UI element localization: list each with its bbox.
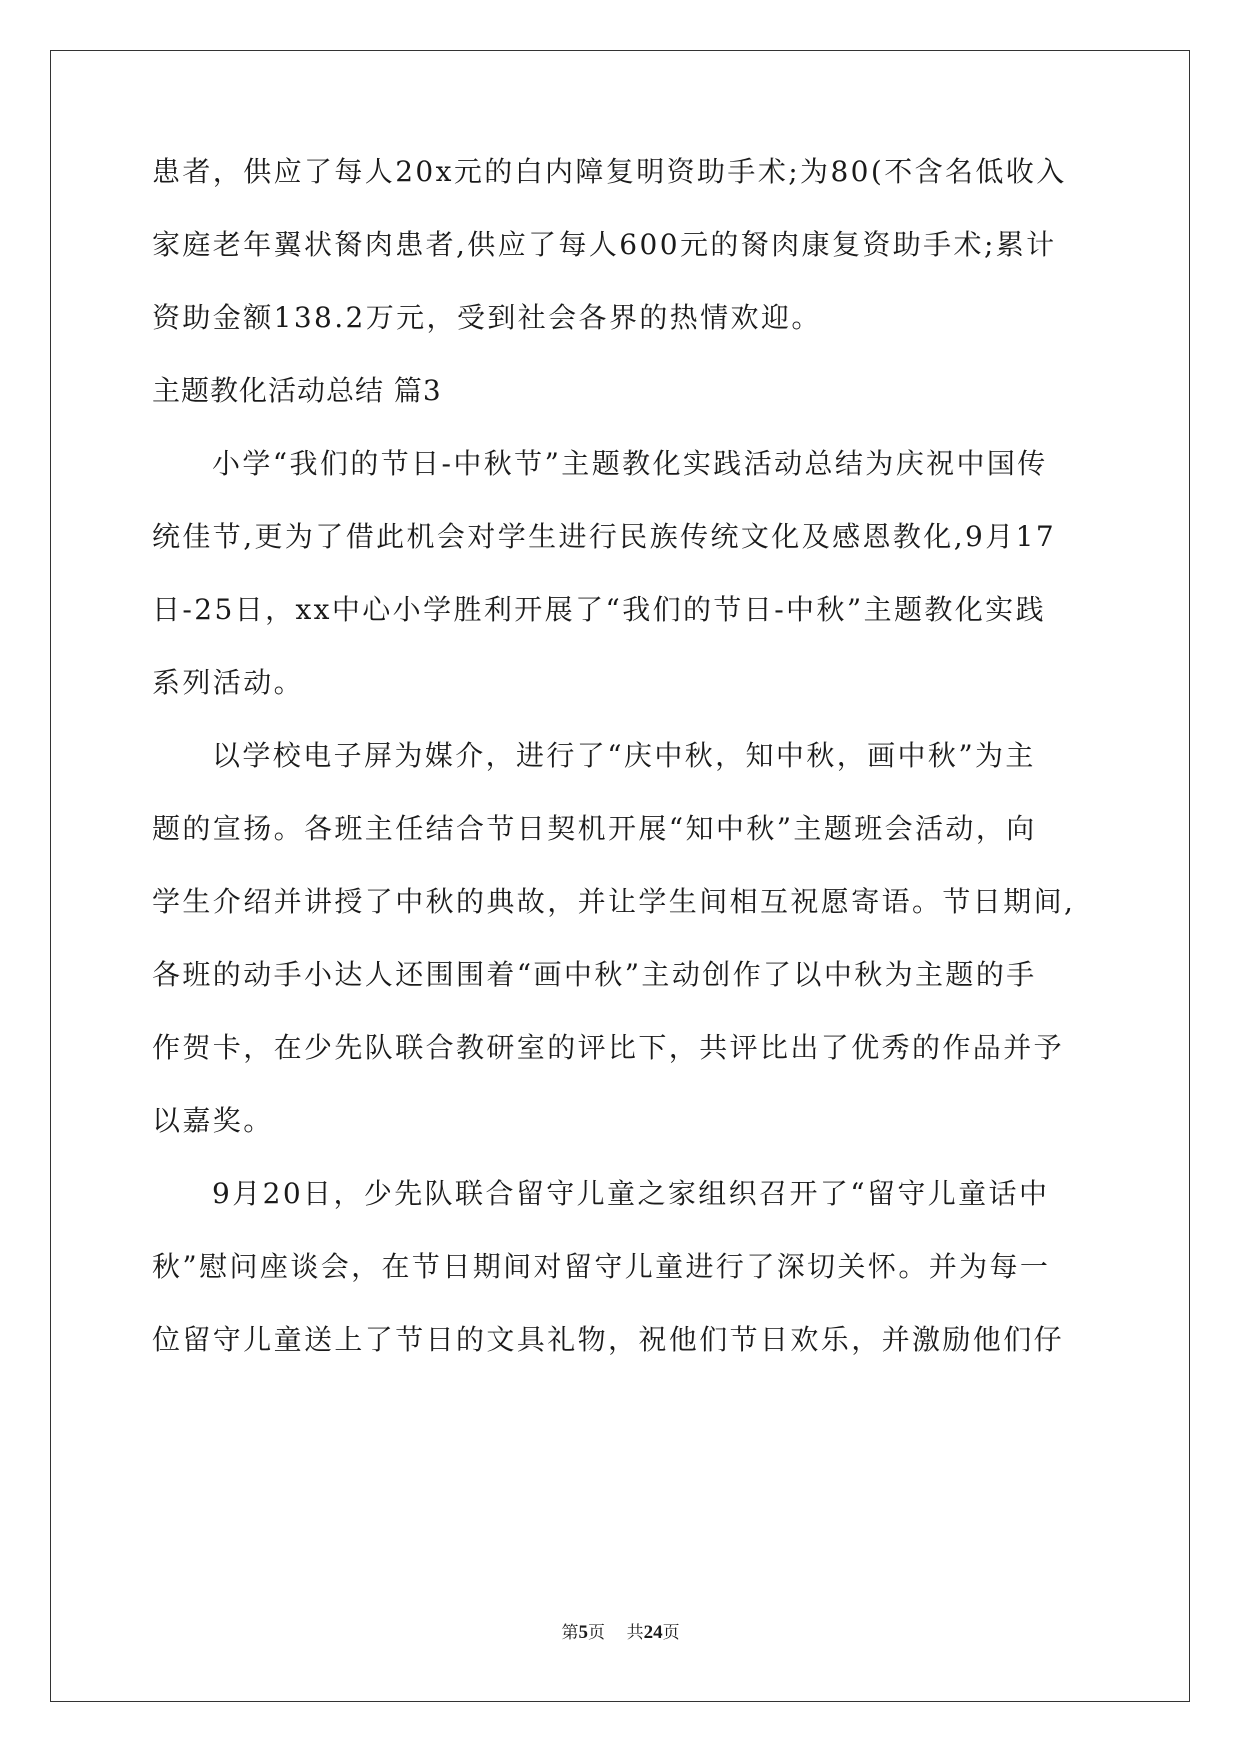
total-pages: 24 bbox=[643, 1622, 663, 1643]
text-line: 9月20日，少先队联合留守儿童之家组织召开了“留守儿童话中 bbox=[212, 1177, 1050, 1210]
section-heading: 主题教化活动总结 篇3 bbox=[152, 374, 442, 407]
footer-total-prefix: 共 bbox=[626, 1623, 644, 1643]
text-line: 秋”慰问座谈会，在节日期间对留守儿童进行了深切关怀。并为每一 bbox=[152, 1250, 1051, 1283]
text-line: 小学“我们的节日-中秋节”主题教化实践活动总结为庆祝中国传 bbox=[212, 447, 1048, 480]
text-line: 家庭老年翼状胬肉患者,供应了每人600元的胬肉康复资助手术;累计 bbox=[152, 228, 1057, 261]
text-line: 统佳节,更为了借此机会对学生进行民族传统文化及感恩教化,9月17 bbox=[152, 520, 1057, 553]
text-line: 患者，供应了每人20x元的白内障复明资助手术;为80(不含名低收入 bbox=[152, 155, 1067, 188]
text-line: 日-25日，xx中心小学胜利开展了“我们的节日-中秋”主题教化实践 bbox=[152, 593, 1046, 626]
page-footer bbox=[0, 1618, 1241, 1644]
text-line: 各班的动手小达人还围围着“画中秋”主动创作了以中秋为主题的手 bbox=[152, 958, 1037, 991]
text-line: 题的宣扬。各班主任结合节日契机开展“知中秋”主题班会活动，向 bbox=[152, 812, 1037, 845]
text-line: 作贺卡，在少先队联合教研室的评比下，共评比出了优秀的作品并予 bbox=[152, 1031, 1065, 1064]
text-line: 系列活动。 bbox=[152, 666, 305, 699]
text-line: 资助金额138.2万元，受到社会各界的热情欢迎。 bbox=[152, 301, 822, 334]
page-number: 5 bbox=[578, 1622, 588, 1643]
text-line: 位留守儿童送上了节日的文具礼物，祝他们节日欢乐，并激励他们仔 bbox=[152, 1323, 1065, 1356]
footer-page-suffix: 页 bbox=[587, 1623, 605, 1643]
footer-prefix: 第 bbox=[561, 1623, 579, 1643]
text-line: 以嘉奖。 bbox=[152, 1104, 274, 1137]
text-line: 以学校电子屏为媒介，进行了“庆中秋，知中秋，画中秋”为主 bbox=[212, 739, 1036, 772]
footer-total-suffix: 页 bbox=[662, 1623, 680, 1643]
text-line: 学生介绍并讲授了中秋的典故，并让学生间相互祝愿寄语。节日期间, bbox=[152, 885, 1076, 918]
